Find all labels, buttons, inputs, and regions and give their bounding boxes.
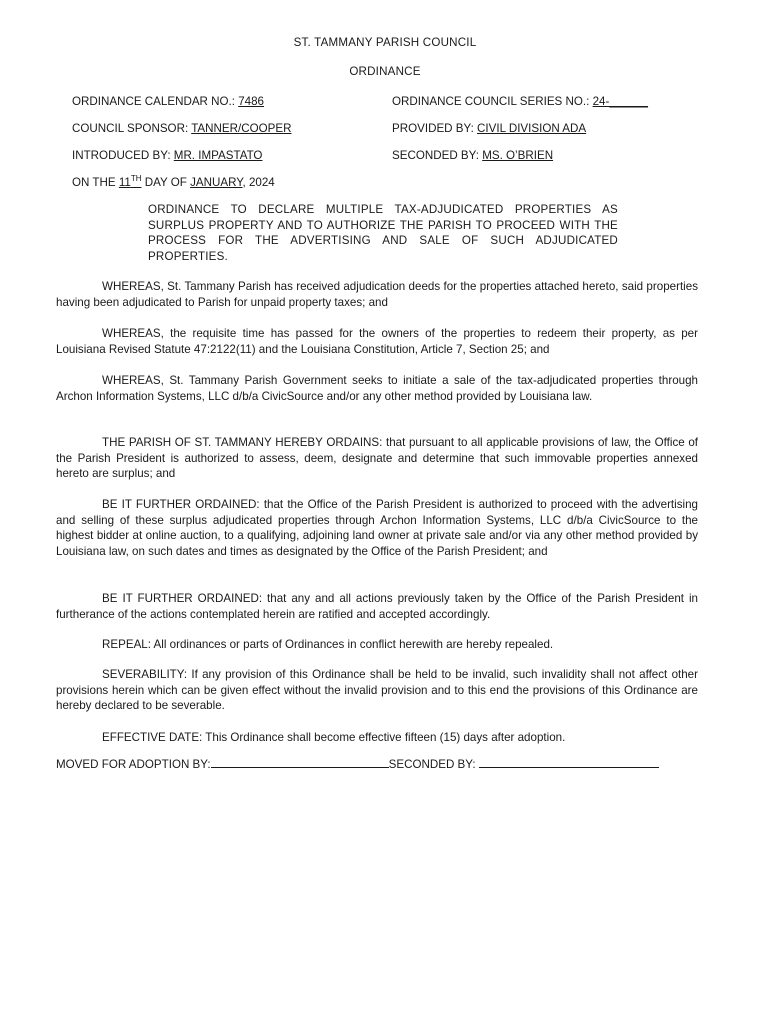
document-type-heading: ORDINANCE	[349, 65, 421, 78]
paragraph-whereas-redeem: WHEREAS, the requisite time has passed for the owners of the properties to redeem their property, as per Louisiana Revised Statute 47:2122(11) and the Louisiana Constitution, Article 7, Section 25; and	[56, 327, 698, 356]
calendar-number-field	[72, 94, 264, 110]
council-sponsor-label: COUNCIL SPONSOR:	[72, 122, 192, 135]
council-series-field	[392, 94, 648, 110]
moved-for-adoption-blank[interactable]	[211, 756, 389, 768]
provided-by-field	[392, 121, 586, 137]
council-series-value: 24-______	[592, 95, 649, 108]
date-day: 11TH	[118, 174, 142, 189]
date-mid: DAY OF	[141, 176, 191, 189]
date-month: JANUARY	[190, 176, 243, 189]
provided-by-label: PROVIDED BY:	[392, 122, 478, 135]
paragraph-ordains: THE PARISH OF ST. TAMMANY HEREBY ORDAINS: that pursuant to all applicable provisions of law, the Office of the Parish President is authorized to assess, deem, designate and determine that such immovable properties annexed hereto are surplus; and	[56, 436, 698, 481]
date-prefix: ON THE	[72, 176, 119, 189]
paragraph-whereas-adjudication: WHEREAS, St. Tammany Parish has received adjudication deeds for the properties attached hereto, said properties having been adjudicated to Parish for unpaid property taxes; and	[56, 280, 698, 309]
date-day-suffix: TH	[130, 174, 142, 184]
paragraph-further-ordained-sale: BE IT FURTHER ORDAINED: that the Office of the Parish President is authorized to proceed with the advertising and selling of these surplus adjudicated properties through Archon Information Systems, LLC d/b/a CivicSource to the highest bidder at online auction, to a qualifying, adjoining land owner at private sale and/or via any other method provided by Louisiana law, on such dates and times as designated by the Office of the Parish President; and	[56, 498, 698, 558]
ordinance-title: ORDINANCE TO DECLARE MULTIPLE TAX-ADJUDICATED PROPERTIES AS SURPLUS PROPERTY AND TO AUTHORIZE THE PARISH TO PROCEED WITH THE PROCESS FOR THE ADVERTISING AND SALE OF SUCH ADJUDICATED PROPERTIES.	[148, 203, 618, 263]
signature-seconded-label: SECONDED BY:	[388, 758, 479, 771]
council-heading: ST. TAMMANY PARISH COUNCIL	[293, 36, 477, 49]
paragraph-severability: SEVERABILITY: If any provision of this Ordinance shall be held to be invalid, such invalidity shall not affect other provisions herein which can be given effect without the invalid provision and to this end the provisions of this Ordinance are hereby declared to be severable.	[56, 668, 698, 713]
introduced-by-value: MR. IMPASTATO	[173, 149, 263, 162]
introduced-by-field	[72, 148, 262, 164]
paragraph-whereas-sale: WHEREAS, St. Tammany Parish Government seeks to initiate a sale of the tax-adjudicated properties through Archon Information Systems, LLC d/b/a CivicSource and/or any other method provided by Louisiana law.	[56, 374, 698, 403]
moved-for-adoption-label: MOVED FOR ADOPTION BY:	[56, 758, 211, 771]
council-sponsor-value: TANNER/COOPER	[191, 122, 292, 135]
date-year: , 2024	[242, 176, 275, 189]
seconded-by-field	[392, 148, 553, 164]
ordinance-date	[72, 175, 275, 191]
signature-line	[56, 756, 659, 773]
seconded-by-label: SECONDED BY:	[392, 149, 483, 162]
introduced-by-label: INTRODUCED BY:	[72, 149, 174, 162]
provided-by-value: CIVIL DIVISION ADA	[477, 122, 587, 135]
council-sponsor-field	[72, 121, 291, 137]
seconded-by-value: MS. O’BRIEN	[482, 149, 554, 162]
calendar-number-value: 7486	[238, 95, 264, 108]
paragraph-further-ordained-ratified: BE IT FURTHER ORDAINED: that any and all actions previously taken by the Office of the Parish President in furtherance of the actions contemplated herein are ratified and accepted accordingly.	[56, 592, 698, 621]
signature-seconded-blank[interactable]	[479, 756, 659, 768]
council-series-label: ORDINANCE COUNCIL SERIES NO.:	[392, 95, 593, 108]
paragraph-effective-date: EFFECTIVE DATE: This Ordinance shall become effective fifteen (15) days after adoption.	[102, 731, 566, 744]
paragraph-repeal: REPEAL: All ordinances or parts of Ordinances in conflict herewith are hereby repealed.	[102, 638, 554, 651]
calendar-number-label: ORDINANCE CALENDAR NO.:	[72, 95, 239, 108]
